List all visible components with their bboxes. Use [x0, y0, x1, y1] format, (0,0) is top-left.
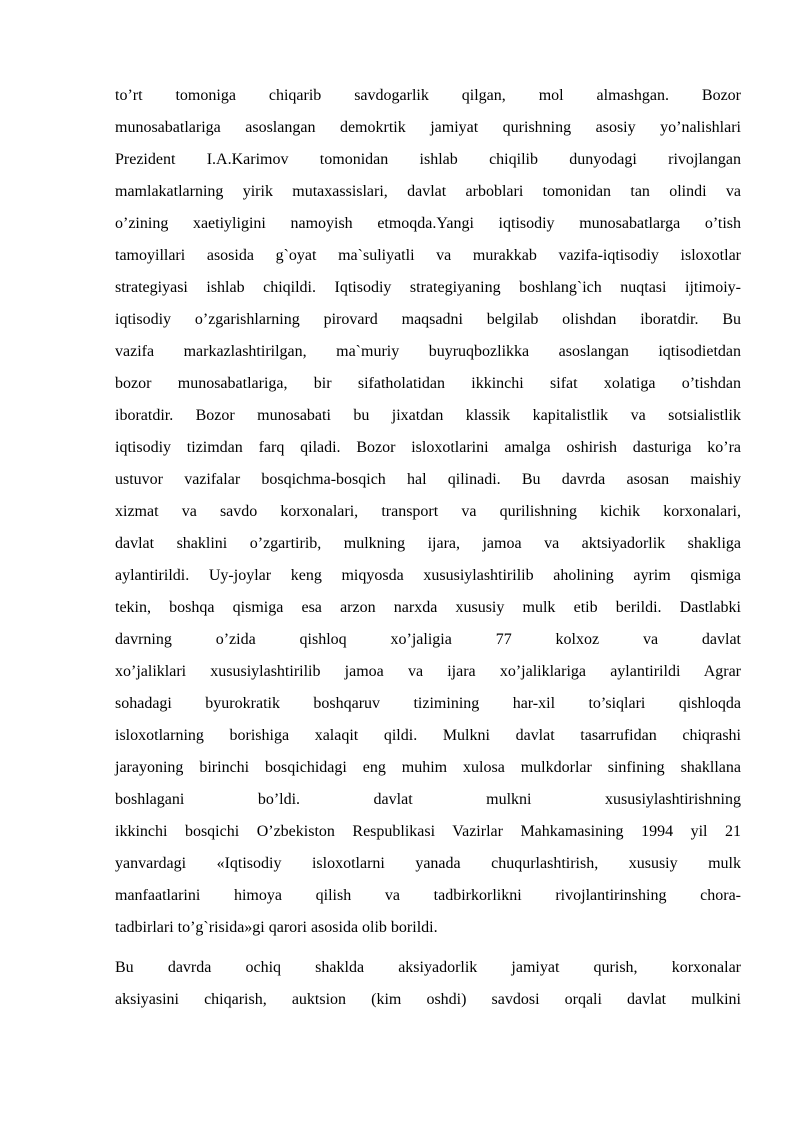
paragraph-gap [115, 944, 741, 952]
text-line: tamoyillari asosida g`oyat ma`suliyatli va murakkab vazifa-iqtisodiy isloxotlar [115, 247, 741, 264]
text-line: boshlagani bo’ldi. davlat mulkni xususiylashtirishning [115, 791, 741, 808]
text-line: o’zining xaetiyligini namoyish etmoqda.Yangi iqtisodiy munosabatlarga o’tish [115, 215, 741, 232]
text-line: iboratdir. Bozor munosabati bu jixatdan klassik kapitalistlik va sotsialistlik [115, 407, 741, 424]
text-line: tekin, boshqa qismiga esa arzon narxda xususiy mulk etib berildi. Dastlabki [115, 599, 741, 616]
text-line: isloxotlarning borishiga xalaqit qildi. Mulkni davlat tasarrufidan chiqrashi [115, 727, 741, 744]
text-line: aylantirildi. Uy-joylar keng miqyosda xususiylashtirilib aholining ayrim qismiga [115, 567, 741, 584]
paragraph [115, 952, 741, 1016]
text-line: sohadagi byurokratik boshqaruv tizimining har-xil to’siqlari qishloqda [115, 695, 741, 712]
text-line: vazifa markazlashtirilgan, ma`muriy buyruqbozlikka asoslangan iqtisodietdan [115, 343, 741, 360]
body-text [115, 80, 741, 1016]
text-line: mamlakatlarning yirik mutaxassislari, davlat arboblari tomonidan tan olindi va [115, 183, 741, 200]
text-line: manfaatlarini himoya qilish va tadbirkorlikni rivojlantirinshing chora- [115, 887, 741, 904]
text-line: xizmat va savdo korxonalari, transport va qurilishning kichik korxonalari, [115, 503, 741, 520]
text-line: to’rt tomoniga chiqarib savdogarlik qilgan, mol almashgan. Bozor [115, 87, 741, 104]
text-line: iqtisodiy tizimdan farq qiladi. Bozor isloxotlarini amalga oshirish dasturiga ko’ra [115, 439, 741, 456]
text-line: Prezident I.A.Karimov tomonidan ishlab chiqilib dunyodagi rivojlangan [115, 151, 741, 168]
text-line: aksiyasini chiqarish, auktsion (kim oshdi) savdosi orqali davlat mulkini [115, 991, 741, 1008]
text-line: xo’jaliklari xususiylashtirilib jamoa va ijara xo’jaliklariga aylantirildi Agrar [115, 663, 741, 680]
text-line: iqtisodiy o’zgarishlarning pirovard maqsadni belgilab olishdan iboratdir. Bu [115, 311, 741, 328]
text-line: tadbirlari to’g`risida»gi qarori asosida olib borildi. [115, 919, 438, 936]
text-line: jarayoning birinchi bosqichidagi eng muhim xulosa mulkdorlar sinfining shakllana [115, 759, 741, 776]
text-line: bozor munosabatlariga, bir sifatholatidan ikkinchi sifat xolatiga o’tishdan [115, 375, 741, 392]
text-line: davlat shaklini o’zgartirib, mulkning ijara, jamoa va aktsiyadorlik shakliga [115, 535, 741, 552]
text-line: Bu davrda ochiq shaklda aksiyadorlik jamiyat qurish, korxonalar [115, 959, 741, 976]
text-line: ikkinchi bosqichi O’zbekiston Respublikasi Vazirlar Mahkamasining 1994 yil 21 [115, 823, 741, 840]
paragraph [115, 80, 741, 944]
text-line: strategiyasi ishlab chiqildi. Iqtisodiy strategiyaning boshlang`ich nuqtasi ijtimoiy- [115, 279, 741, 296]
text-line: yanvardagi «Iqtisodiy isloxotlarni yanada chuqurlashtirish, xususiy mulk [115, 855, 741, 872]
text-line: ustuvor vazifalar bosqichma-bosqich hal qilinadi. Bu davrda asosan maishiy [115, 471, 741, 488]
text-line: munosabatlariga asoslangan demokrtik jamiyat qurishning asosiy yo’nalishlari [115, 119, 741, 136]
text-line: davrning o’zida qishloq xo’jaligia 77 kolxoz va davlat [115, 631, 741, 648]
